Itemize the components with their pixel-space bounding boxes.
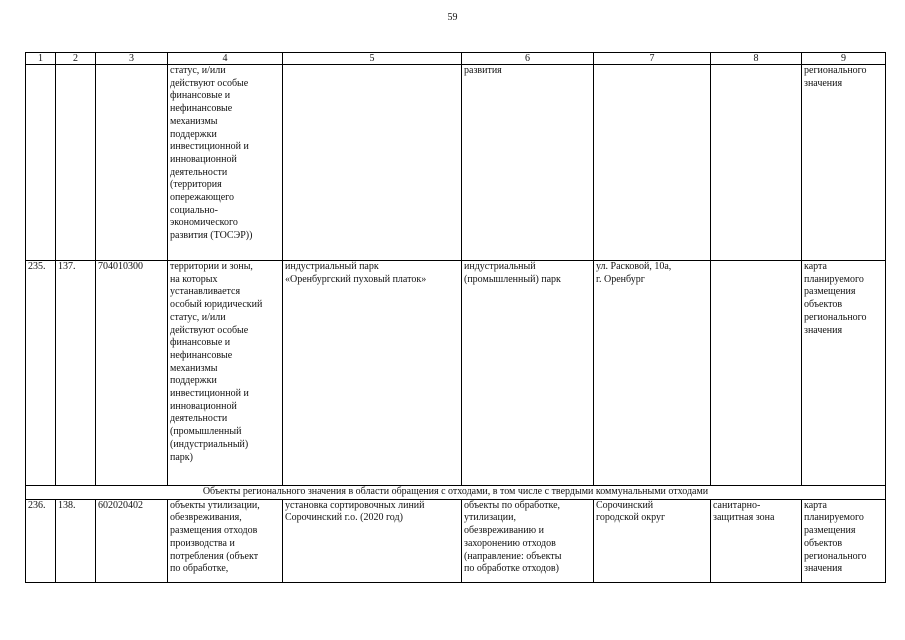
header-cell: 4 xyxy=(168,53,283,65)
cell-code xyxy=(96,65,168,261)
page-number: 59 xyxy=(447,12,458,23)
table-row xyxy=(26,261,886,486)
cell-name: установка сортировочных линий Сорочинский г.о. (2020 год) xyxy=(283,499,462,582)
cell-location: Сорочинский городской округ xyxy=(594,499,711,582)
header-cell: 1 xyxy=(26,53,56,65)
cell-sub-number: 138. xyxy=(56,499,96,582)
cell-sub-number xyxy=(56,65,96,261)
cell-name: индустриальный парк «Оренбургский пуховый платок» xyxy=(283,261,462,486)
header-cell: 2 xyxy=(56,53,96,65)
cell-map: карта планируемого размещения объектов регионального значения xyxy=(802,499,886,582)
cell-map: карта планируемого размещения объектов регионального значения xyxy=(802,261,886,486)
header-row xyxy=(26,53,886,65)
section-title: Объекты регионального значения в области обращения с отходами, в том числе с твердыми коммунальными отходами xyxy=(26,486,886,500)
table-row xyxy=(26,65,886,261)
cell-purpose: индустриальный (промышленный) парк xyxy=(462,261,594,486)
cell-zone xyxy=(711,65,802,261)
cell-type: территории и зоны, на которых устанавливается особый юридический статус, и/или действуют особые финансовые и нефинансовые механизмы поддержки инвестиционной и инновационной деятельности (промышленный (индустриальный) парк) xyxy=(168,261,283,486)
header-cell: 5 xyxy=(283,53,462,65)
header-cell: 9 xyxy=(802,53,886,65)
header-cell: 8 xyxy=(711,53,802,65)
section-row xyxy=(26,486,886,500)
header-cell: 7 xyxy=(594,53,711,65)
cell-purpose: развития xyxy=(462,65,594,261)
cell-code: 704010300 xyxy=(96,261,168,486)
table-row xyxy=(26,499,886,582)
cell-location: ул. Расковой, 10а, г. Оренбург xyxy=(594,261,711,486)
cell-location xyxy=(594,65,711,261)
header-cell: 6 xyxy=(462,53,594,65)
objects-table xyxy=(25,52,886,583)
cell-zone: санитарно- защитная зона xyxy=(711,499,802,582)
cell-number xyxy=(26,65,56,261)
cell-map: регионального значения xyxy=(802,65,886,261)
cell-sub-number: 137. xyxy=(56,261,96,486)
cell-code: 602020402 xyxy=(96,499,168,582)
cell-number: 236. xyxy=(26,499,56,582)
cell-name xyxy=(283,65,462,261)
cell-number: 235. xyxy=(26,261,56,486)
cell-type: объекты утилизации, обезвреживания, размещения отходов производства и потребления (объект по обработке, xyxy=(168,499,283,582)
header-cell: 3 xyxy=(96,53,168,65)
cell-zone xyxy=(711,261,802,486)
cell-purpose: объекты по обработке, утилизации, обезвреживанию и захоронению отходов (направление: объекты по обработке отходов) xyxy=(462,499,594,582)
cell-type: статус, и/или действуют особые финансовые и нефинансовые механизмы поддержки инвестиционной и инновационной деятельности (территория опережающего социально- экономического развития (ТОСЭР)) xyxy=(168,65,283,261)
